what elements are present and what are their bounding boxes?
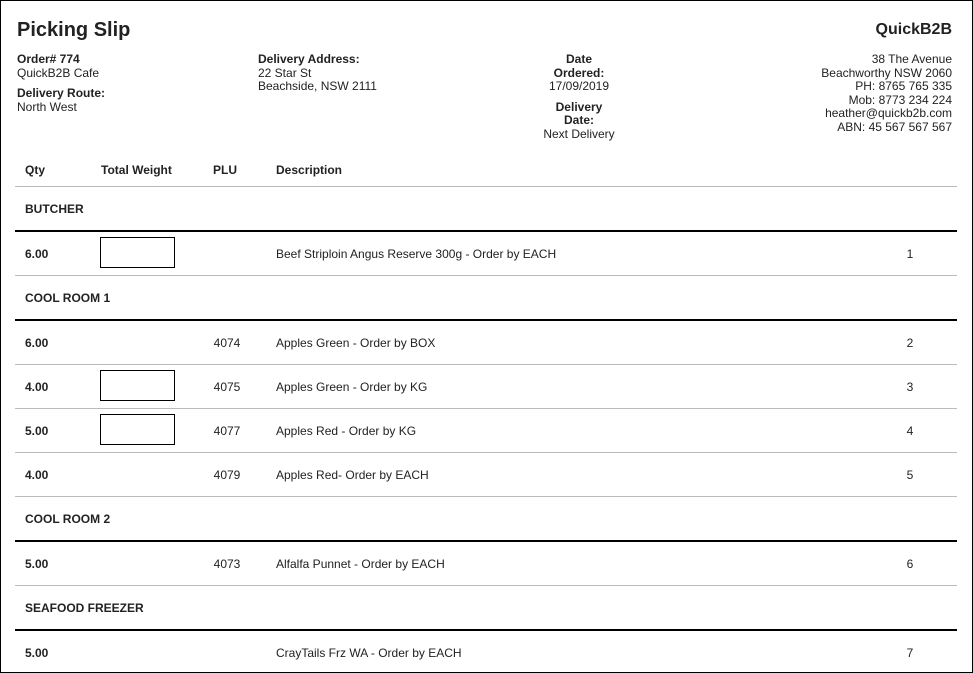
total-weight-input[interactable]: [100, 370, 175, 401]
table-header: [15, 153, 957, 187]
item-qty: 5.00: [25, 424, 49, 438]
table-row: [15, 232, 957, 276]
item-description: Apples Red - Order by KG: [276, 424, 417, 438]
customer-name: QuickB2B Cafe: [17, 65, 100, 80]
item-qty: 6.00: [25, 336, 49, 350]
item-qty: 5.00: [25, 557, 49, 571]
company-mobile: Mob: 8773 234 224: [848, 92, 952, 107]
table-row: [15, 321, 957, 365]
company-phone: PH: 8765 765 335: [855, 79, 952, 93]
company-abn: ABN: 45 567 567 567: [837, 119, 952, 134]
column-header-qty: Qty: [25, 163, 46, 177]
company-email: heather@quickb2b.com: [825, 106, 952, 120]
total-weight-input[interactable]: [100, 237, 175, 268]
item-line-number: 4: [906, 424, 914, 438]
item-description: Apples Green - Order by BOX: [276, 336, 436, 350]
table-row: [15, 409, 957, 453]
item-line-number: 2: [906, 336, 914, 350]
section-name: SEAFOOD FREEZER: [25, 601, 144, 615]
delivery-date-label: Delivery Date:: [555, 99, 603, 127]
table-body: [15, 187, 957, 673]
table-row: [15, 631, 957, 673]
item-plu: 4075: [213, 380, 241, 394]
item-description: Apples Green - Order by KG: [276, 380, 428, 394]
item-qty: 5.00: [25, 646, 49, 660]
order-number: Order# 774: [17, 52, 80, 66]
item-line-number: 5: [906, 468, 914, 482]
delivery-route-label: Delivery Route:: [17, 86, 106, 100]
section-row: [15, 497, 957, 542]
item-plu: 4079: [213, 468, 241, 482]
date-ordered-label: Date Ordered:: [553, 52, 605, 80]
column-header-weight: Total Weight: [101, 163, 172, 177]
section-name: COOL ROOM 2: [25, 512, 111, 526]
item-plu: 4074: [213, 336, 241, 350]
company-address1: 38 The Avenue: [871, 52, 952, 66]
section-row: [15, 586, 957, 631]
item-description: Beef Striploin Angus Reserve 300g - Order by EACH: [276, 247, 557, 261]
section-row: [15, 276, 957, 321]
item-line-number: 7: [906, 646, 914, 660]
order-info: [17, 53, 105, 114]
delivery-route: North West: [17, 99, 77, 114]
section-row: [15, 187, 957, 232]
table-row: [15, 453, 957, 497]
delivery-address-line1: 22 Star St: [258, 65, 312, 80]
section-name: COOL ROOM 1: [25, 291, 111, 305]
delivery-address-block: [258, 53, 377, 94]
picking-table: [15, 153, 957, 673]
item-qty: 6.00: [25, 247, 49, 261]
company-address2: Beachworthy NSW 2060: [821, 65, 952, 80]
table-row: [15, 542, 957, 586]
total-weight-input[interactable]: [100, 414, 175, 445]
item-qty: 4.00: [25, 380, 49, 394]
item-plu: 4073: [213, 557, 241, 571]
item-line-number: 6: [906, 557, 914, 571]
dates-block: [539, 53, 619, 141]
page-title: Picking Slip: [17, 19, 131, 41]
item-line-number: 1: [906, 247, 914, 261]
delivery-date: Next Delivery: [543, 126, 615, 141]
date-ordered: 17/09/2019: [548, 79, 610, 93]
item-plu: 4077: [213, 424, 241, 438]
item-description: CrayTails Frz WA - Order by EACH: [276, 646, 462, 660]
delivery-address-line2: Beachside, NSW 2111: [258, 79, 377, 93]
item-description: Apples Red- Order by EACH: [276, 468, 429, 482]
section-name: BUTCHER: [25, 202, 84, 216]
item-line-number: 3: [906, 380, 914, 394]
item-qty: 4.00: [25, 468, 49, 482]
table-row: [15, 365, 957, 409]
delivery-address-label: Delivery Address:: [258, 52, 360, 66]
company-info: [821, 53, 952, 134]
column-header-description: Description: [276, 163, 343, 177]
company-name: QuickB2B: [875, 21, 952, 38]
column-header-plu: PLU: [213, 163, 237, 177]
item-description: Alfalfa Punnet - Order by EACH: [276, 557, 445, 571]
